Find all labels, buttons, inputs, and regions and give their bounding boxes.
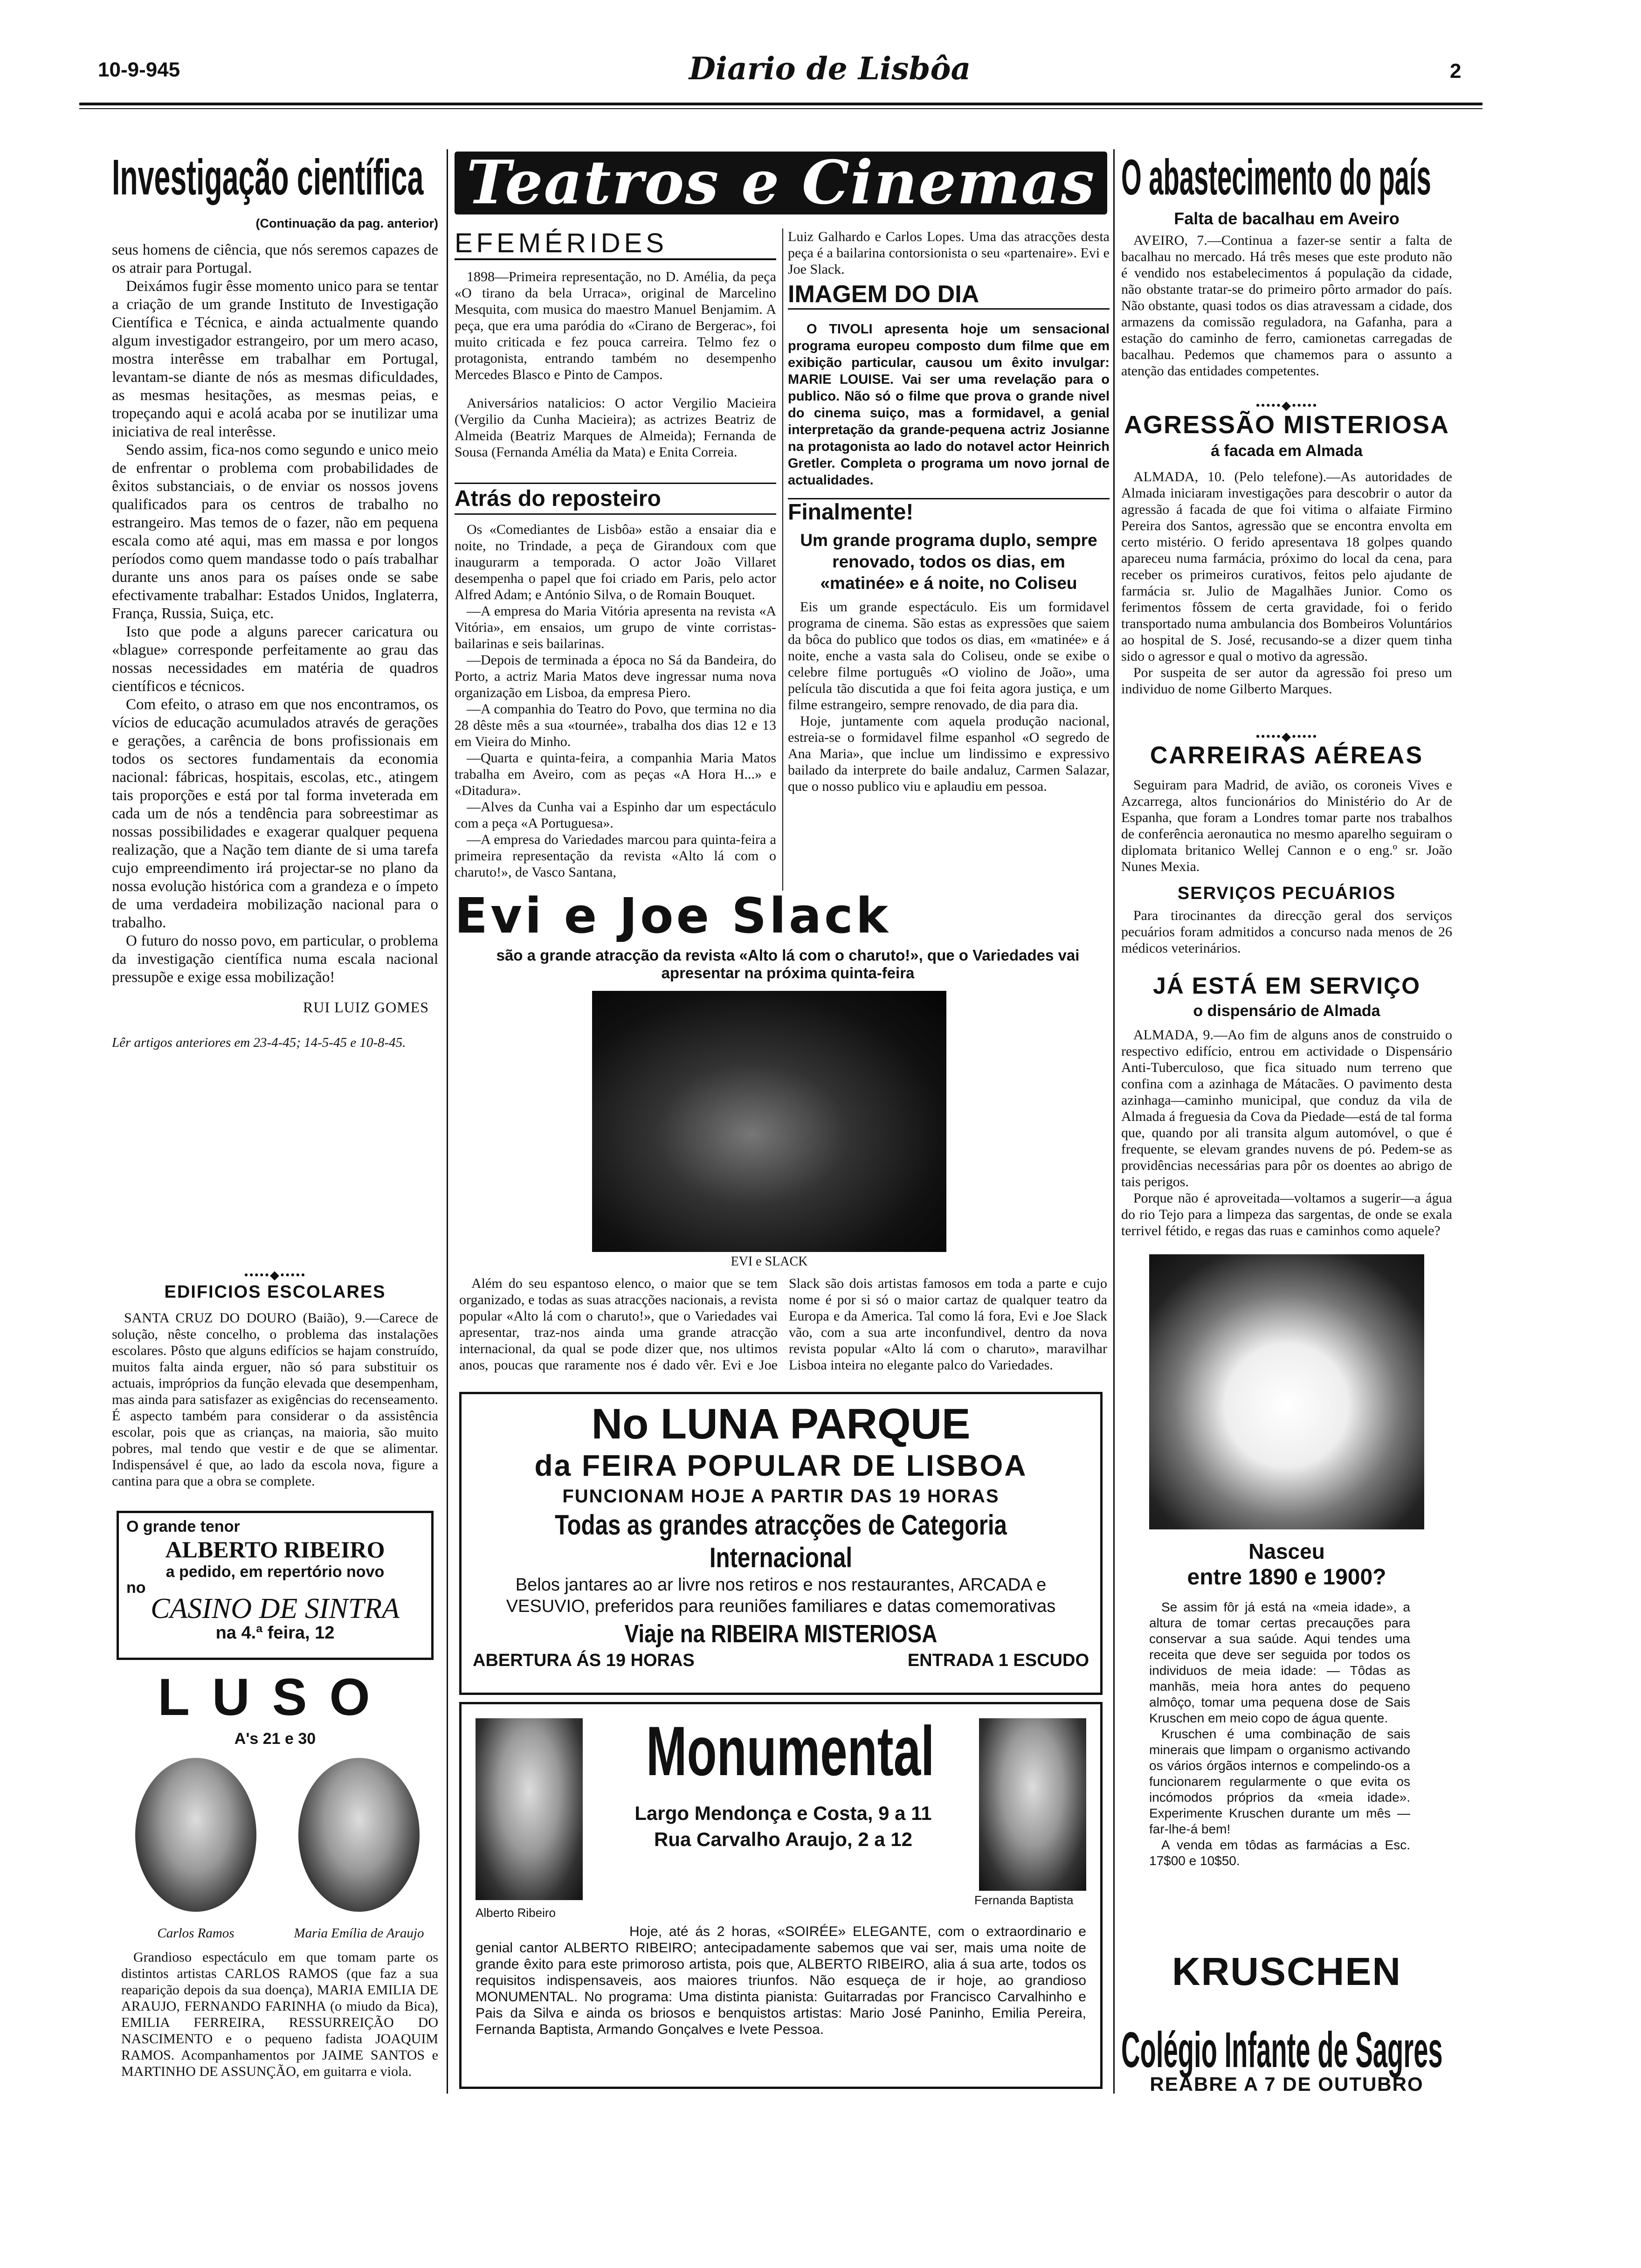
ornament-divider: •••••◆•••••	[244, 1268, 306, 1282]
photo-caption: Carlos Ramos	[157, 1926, 234, 1941]
paragraph: Com efeito, o atraso em que nos encontramos, os vícios de educação acumulados através de gerações e gerações, a carência de bons profissionais em todos os sectores fundamentais da economia nacional: fábricas, hospitais, escolas, etc., atingem tais proporções e está por tal forma inveterada em cada um de nós a tendência para sobreestimar as nossas possibilidades e exagerar qualquer pequena realização, que a Nação tem diante de si uma tarefa cujo empreendimento irá projectar-se no plano da nossa evolução histórica com a grandeza e o ímpeto de uma verdadeira mobilização nacional para o trabalho.	[112, 696, 438, 931]
paragraph: Por suspeita de ser autor da agressão foi preso um individuo de nome Gilberto Marques.	[1121, 665, 1452, 697]
evi-body	[459, 1275, 1107, 1383]
illustration-woman	[1149, 1254, 1424, 1529]
article-agressao	[1121, 410, 1452, 737]
paragraph: —A empresa do Maria Vitória apresenta na revista «A Vitória», em ensaios, um grupo de vinte corristas-bailarinas e seis bailarinas.	[455, 603, 776, 651]
atras-title: Atrás do reposteiro	[455, 483, 776, 515]
paragraph: AVEIRO, 7.—Continua a fazer-se sentir a falta de bacalhau no mercado. Há três meses que este produto não é vendido nos estabelecimentos á população da cidade, não obstante tratar-se do primeiro pôrto armador do país. Não obstante, quasi todos os dias atravessam a cidade, dos armazens da comissão reguladora, na Gafanha, para a estação do caminho de ferro, camionetas carregadas de bacalhau. Pedemos que chamemos para o assunto a atenção das entidades competentes.	[1121, 233, 1452, 379]
atras-reposteiro	[455, 483, 776, 893]
kruschen-heading: entre 1890 e 1900?	[1187, 1565, 1386, 1590]
kruschen-brand: KRUSCHEN	[1172, 1950, 1402, 1993]
center-col2	[788, 228, 1110, 891]
monumental-title: Monumental	[646, 1712, 935, 1790]
article-subtitle: á facada em Almada	[1211, 442, 1363, 460]
paragraph: —A companhia do Teatro do Povo, que termina no dia 28 dêste mês a sua «tournée», trabalha dos dias 12 e 13 em Vieira do Minho.	[455, 701, 776, 749]
paragraph: Se assim fôr já está na «meia idade», a altura de tomar certas precauções para conservar a sua saúde. Aqui tendes uma receita que deve ser seguida por todos os individuos de meia idade: — Tôdas as manhãs, meia hora antes do pequeno almôço, tomar uma pequena dose de Sais Kruschen em meio copo de água quente.	[1149, 1600, 1410, 1725]
paragraph: Aniversários natalicios: O actor Vergilio Macieira (Vergilio da Cunha Macieira); as actrizes Beatriz de Almeida (Beatriz Marques de Almeida); Fernanda de Sousa (Fernanda Amélia da Mata) e Enita Correia.	[455, 395, 776, 460]
final-title: Finalmente!	[788, 498, 1110, 525]
ad-line: Todas as grandes atracções de Categoria Internacional	[555, 1509, 1007, 1573]
header-rule-thin	[79, 108, 1482, 109]
article-heading: EDIFICIOS ESCOLARES	[164, 1282, 386, 1302]
paragraph: —Alves da Cunha vai a Espinho dar um espectáculo com a peça «A Portuguesa».	[455, 799, 776, 831]
ad-entry: ENTRADA 1 ESCUDO	[907, 1651, 1089, 1670]
photo-maria-emilia	[298, 1758, 420, 1912]
paragraph: O futuro do nosso povo, em particular, o problema da investigação científica numa escala nacional pressupõe e exige essa mobilização!	[112, 933, 438, 986]
article-edificios	[112, 1282, 438, 1506]
paragraph: Luiz Galhardo e Carlos Lopes. Uma das atracções desta peça é a bailarina contorsionista o seu «partenaire». Evi e Joe Slack.	[788, 229, 1110, 277]
evi-slack-subtitle: são a grande atracção da revista «Alto lá com o charuto!», que o Variedades vai apresentar na próxima quinta-feira	[496, 947, 1080, 982]
ornament-divider: •••••◆•••••	[1255, 730, 1318, 743]
ad-line: no	[126, 1579, 146, 1597]
ad-colegio	[1121, 2024, 1452, 2094]
article-title: Investigação científica	[112, 149, 424, 205]
paragraph: ALMADA, 9.—Ao fim de alguns anos de construido o respectivo edifício, entrou em actividade o Dispensário Anti-Tuberculoso, que fica situado num terreno que confina com a azinhaga de Mátacães. O pavimento desta azinhaga—caminho municipal, que conduz da vila de Almada á freguesia da Cova da Piedade—está de tal forma que, quando por ali transita algum automóvel, o que é frequente, se elevam grandes nuvens de pó. Pedem-se as providências necessárias para pôr os doentes ao abrigo de tais perigos.	[1121, 1027, 1452, 1189]
paragraph: —A empresa do Variedades marcou para quinta-feira a primeira representação da revista «Alto lá com o charuto!», de Vasco Santana,	[455, 832, 776, 880]
paragraph: Kruschen é uma combinação de sais minerais que limpam o organismo activando os vários órgãos internos e compelindo-os a funcionarem regularmente o que evita os incómodos próprios da «meia idade». Experimente Kruschen durante um mês — far-lhe-á bem!	[1149, 1727, 1410, 1836]
article-heading: JÁ ESTÁ EM SERVIÇO	[1152, 973, 1421, 999]
column-rule	[782, 228, 783, 891]
photo-caption: EVI e SLACK	[731, 1254, 808, 1269]
banner-title: Teatros e Cinemas	[466, 152, 1096, 214]
photo-caption: Alberto Ribeiro	[476, 1906, 556, 1920]
ad-line: a pedido, em repertório novo	[165, 1563, 385, 1581]
efem-title: EFEMÉRIDES	[455, 228, 776, 260]
ad-line: FUNCIONAM HOJE A PARTIR DAS 19 HORAS	[562, 1486, 1000, 1507]
paragraph: O TIVOLI apresenta hoje um sensacional programa europeu composto dum filme que em exibição particular, causou um êxito invulgar: MARIE LOUISE. Vai ser uma revelação para o publico. Não só o filme que prova o grande nivel do cinema suiço, mas a formidavel, a genial interpretação da grande-pequena actriz Josianne na protagonista ao lado do notavel actor Heinrich Gretler. Completa o programa um novo jornal de actualidades.	[788, 322, 1110, 488]
article-heading: CARREIRAS AÉREAS	[1150, 742, 1424, 769]
continuation-note: (Continuação da pag. anterior)	[255, 216, 438, 230]
paragraph: 1898—Primeira representação, no D. Amélia, da peça «O tirano da bela Urraca», original de Marcelino Mesquita, com musica do maestro Manuel Benjamim. A peça, que era uma paródia do «Cirano de Bergerac», foi muito criticada e fez pouca carreira. Telmo fez o protagonista, entrando também no desempenho Mercedes Blasco e Pinto de Campos.	[455, 269, 776, 382]
evi-slack-title: Evi e Joe Slack	[455, 890, 891, 942]
article-heading: AGRESSÃO MISTERIOSA	[1124, 411, 1450, 439]
ad-monumental	[459, 1702, 1103, 2089]
photo-caption: Fernanda Baptista	[974, 1893, 1074, 1907]
photo-carlos-ramos	[135, 1758, 256, 1912]
paragraph: ALMADA, 10. (Pelo telefone).—As autoridades de Almada iniciaram investigações para descobrir o autor da agressão á facada de que foi vitima o alfaiate Firmino Pereira dos Santos, agressão que se encontra envolta em certo mistério. O ferido apresentava 18 golpes quando apareceu numa farmácia, próximo do local da cena, para receber os primeiros curativos, feitos pelo ajudante de farmácia sr. Julio de Magalhães Junior. Como os ferimentos fôssem de certa gravidade, foi o ferido transportado numa ambulancia dos Bombeiros Voluntários ao hospital de S. José, recusando-se a dizer quem tinha sido o agressor e qual o motivo da agressão.	[1121, 469, 1452, 664]
colegio-subtitle: REABRE A 7 DE OUTUBRO	[1150, 2073, 1424, 2094]
paragraph: Eis um grande espectáculo. Eis um formidavel programa de cinema. São estas as expressões que saiem da bôca do publico que todos os dias, em «matinée» e á noite, enche a vasta sala do Coliseu, onde se exibe o celebre filme português «O violino de João», uma película tão discutida a que foi feita agora justiça, e um filme estrangeiro, sempre renovado, de dia para dia.	[788, 599, 1110, 712]
colegio-title: Colégio Infante de Sagres	[1121, 2024, 1443, 2078]
paragraph: Além do seu espantoso elenco, o maior que se tem organizado, e todas as suas atracções nacionais, a revista popular «Alto lá com o charuto!», que o Variedades vai apresentar, traz-nos ainda uma grande atracção internacional, da qual se pode dizer que, nos ultimos anos, poucas que raramente nos é dado vêr. Evi e Joe Slack são dois artistas famosos em toda a parte e cujo nome é por si só o maior cartaz de qualquer teatro da Europa e da America. Tal como lá fora, Evi e Joe Slack vão, com a sua arte inconfundivel, dentro da nova revista popular «Alto lá com o charuto», maravilhar Lisboa inteira no elegante palco do Variedades.	[459, 1276, 1107, 1373]
photo-fernanda-baptista	[979, 1718, 1086, 1891]
paragraph: Os «Comediantes de Lisbôa» estão a ensaiar dia e noite, no Trindade, a peça de Girandoux com que inaugurarm a temporada. O actor João Villaret desempenha o papel que foi criado em Paris, pelo actor Alfred Adam; e António Silva, o de Romain Bouquet.	[455, 522, 776, 602]
article-title: O abastecimento do país	[1121, 149, 1431, 205]
monumental-body: Hoje, até ás 2 horas, «SOIRÉE» ELEGANTE, com o extraordinario e genial cantor ALBERTO RIBEIRO; antecipadamente sabemos que vai ser, mais uma noite de grande êxito para este primoroso artista, pois que, ALBERTO RIBEIRO, alia á sua arte, todos os requisitos indispensaveis, aos maiores triunfos. Não esqueça de ir hoje, ao grandioso MONUMENTAL. No programa: Uma distinta pianista: Guitarradas por Francisco Carvalhinho e Pais da Silva e ainda os briosos e benquistos artistas: Mario José Paninho, Emilia Pereira, Fernanda Baptista, Armando Gonçalves e Ivete Pessoa.	[476, 1924, 1086, 2037]
article-ja-esta	[1121, 972, 1452, 1252]
kruschen-heading: Nasceu	[1248, 1539, 1325, 1563]
efemerides	[455, 228, 776, 480]
ad-line	[473, 1651, 1089, 1671]
luso-times: A's 21 e 30	[234, 1730, 316, 1748]
column-rule	[447, 149, 448, 2094]
article-investigacao	[112, 149, 438, 1268]
paragraph: SANTA CRUZ DO DOURO (Baião), 9.—Carece de solução, nêste concelho, o problema das instalações escolares. Pôsto que alguns edifícios se hajam construído, muitos falta ainda erguer, não só para substituir os actuais, impróprios da função elevada que desempenham, mas ainda para satisfazer as exigências do recenseamento. É aspecto também para considerar o da assistência escolar, pois que as crianças, na maioria, são muito pobres, mal tendo que vestir e de que se alimentar. Indispensável é que, ao lado da escola nova, figure a cantina para que a obra se complete.	[112, 1310, 438, 1489]
luso-body: Grandioso espectáculo em que tomam parte os distintos artistas CARLOS RAMOS (que faz a sua reaparição depois da sua doença), MARIA EMILIA DE ARAUJO, FERNANDO FARINHA (o miudo da Bica), EMILIA FERREIRA, RESSURREIÇÃO DO NASCIMENTO e o pequeno fadista JOAQUIM RAMOS. Acompanhamentos por JAIME SANTOS e MARTINHO DE ASSUNÇÃO, em guitarra e viola.	[121, 1950, 438, 2079]
header-date: 10-9-945	[98, 58, 180, 81]
article-subtitle: o dispensário de Almada	[1193, 1002, 1380, 1020]
page-number: 2	[1450, 60, 1462, 83]
paragraph: Isto que pode a alguns parecer caricatura ou «blague» corresponde perfeitamente ao grau das nossas necessidades em matéria de quadros científicos e técnicos.	[112, 623, 438, 695]
paragraph: Deixámos fugir êsse momento unico para se tentar a criação de um grande Instituto de Investigação Científica e Técnica, e ainda actualmente quando algum investigador estrangeiro, por um mero acaso, mostra interêsse em trabalhar em Portugal, levantam-se diante de nós as mesmas dificuldades, as mesmas hesitações, as mesmas peias, e tropeçando aqui e acolá acaba por se inutilizar uma iniciativa de real interêsse.	[112, 278, 438, 440]
ad-line: da FEIRA POPULAR DE LISBOA	[534, 1449, 1027, 1482]
ad-line: na 4.ª feira, 12	[215, 1623, 335, 1643]
photo-caption: Maria Emília de Araujo	[294, 1926, 424, 1941]
paragraph: Sendo assim, fica-nos como segundo e unico meio de enfrentar o problema com probabilidades de êxitos substanciais, o de enviar os nossos jovens qualificados para os centros de trabalho no estrangeiro. Mas temos de o fazer, não em pequena escala como até aqui, mas em massa e por longos períodos como quem mandasse todo o país trabalhar durante uns anos para os países onde se sabe efectivamente trabalhar: Estados Unidos, Inglaterra, França, Russia, Suiça, etc.	[112, 442, 438, 622]
paragraph: A venda em tôdas as farmácias a Esc. 17$00 e 10$50.	[1149, 1838, 1410, 1868]
author: RUI LUIZ GOMES	[303, 999, 429, 1016]
final-subtitle: Um grande programa duplo, sempre renovado, todos os dias, em «matinée» e á noite, no Coliseu	[800, 531, 1097, 593]
ad-line: CASINO DE SINTRA	[151, 1593, 400, 1625]
ad-line: O grande tenor	[126, 1518, 240, 1535]
ad-line: ALBERTO RIBEIRO	[165, 1536, 385, 1563]
ornament-divider: •••••◆•••••	[1255, 399, 1318, 412]
monumental-address: Largo Mendonça e Costa, 9 a 11	[634, 1802, 932, 1824]
monumental-address: Rua Carvalho Araujo, 2 a 12	[654, 1828, 912, 1850]
photo-alberto-ribeiro	[476, 1718, 583, 1900]
luso-title: LUSO	[158, 1669, 393, 1726]
kruschen-text	[1149, 1599, 1410, 1869]
article-subtitle: Falta de bacalhau em Aveiro	[1174, 209, 1400, 228]
paragraph: —Quarta e quinta-feira, a companhia Maria Matos trabalha em Aveiro, com as peças «A Hora H...» e «Ditadura».	[455, 750, 776, 798]
article-heading: SERVIÇOS PECUÁRIOS	[1177, 884, 1396, 903]
column-rule	[1113, 149, 1115, 2094]
paragraph: Porque não é aproveitada—voltamos a sugerir—a água do rio Tejo para a limpeza das sargentas, de onde se exala terrivel fétido, e regas das ruas e caminhos como aquele?	[1121, 1190, 1452, 1238]
paragraph: seus homens de ciência, que nós seremos capazes de os atrair para Portugal.	[112, 242, 438, 277]
ad-kruschen	[1121, 1254, 1452, 2024]
imagem-title: IMAGEM DO DIA	[788, 280, 1110, 310]
masthead-title: Diario de Lisbôa	[689, 50, 971, 87]
ad-line: No LUNA PARQUE	[591, 1400, 971, 1448]
article-servicos	[1121, 884, 1452, 963]
header-rule	[79, 103, 1482, 105]
paragraph: —Depois de terminada a época no Sá da Bandeira, do Porto, a actriz Maria Matos deve ingressar numa nova organização em Lisboa, da empresa Piero.	[455, 652, 776, 700]
previous-articles-note: Lêr artigos anteriores em 23-4-45; 14-5-45 e 10-8-45.	[112, 1035, 406, 1050]
paragraph: Para tirocinantes da direcção geral dos serviços pecuários foram admitidos a concurso nada menos de 26 médicos veterinários.	[1121, 908, 1452, 956]
article-carreiras	[1121, 741, 1452, 881]
ad-casino-sintra	[117, 1511, 434, 1660]
ad-opening: ABERTURA ÁS 19 HORAS	[473, 1651, 695, 1670]
paragraph: Seguiram para Madrid, de avião, os coroneis Vives e Azcarrega, altos funcionários do Ministério do Ar de Espanha, que foram a Londres tomar parte nos trabalhos de conferência aeronautica no mesmo aparelho seguiram o diplomata britanico Wellej Cannon e o eng.º sr. João Nunes Mexia.	[1121, 777, 1452, 874]
paragraph: Hoje, juntamente com aquela produção nacional, estreia-se o formidavel filme espanhol «O segredo de Ana Maria», que inclue um lindissimo e expressivo bailado da interprete do baile andaluz, Carmen Salazar, que o nosso publico viu e aplaudiu em pessoa.	[788, 713, 1110, 794]
photo-evi-slack	[592, 991, 946, 1252]
ad-line: Viaje na RIBEIRA MISTERIOSA	[624, 1620, 938, 1648]
ad-line: Belos jantares ao ar livre nos retiros e nos restaurantes, ARCADA e VESUVIO, preferidos para reuniões familiares e datas comemorativas	[506, 1575, 1056, 1616]
section-banner	[455, 152, 1107, 214]
ad-luna-parque	[459, 1392, 1103, 1695]
article-abastecimento	[1121, 149, 1452, 401]
